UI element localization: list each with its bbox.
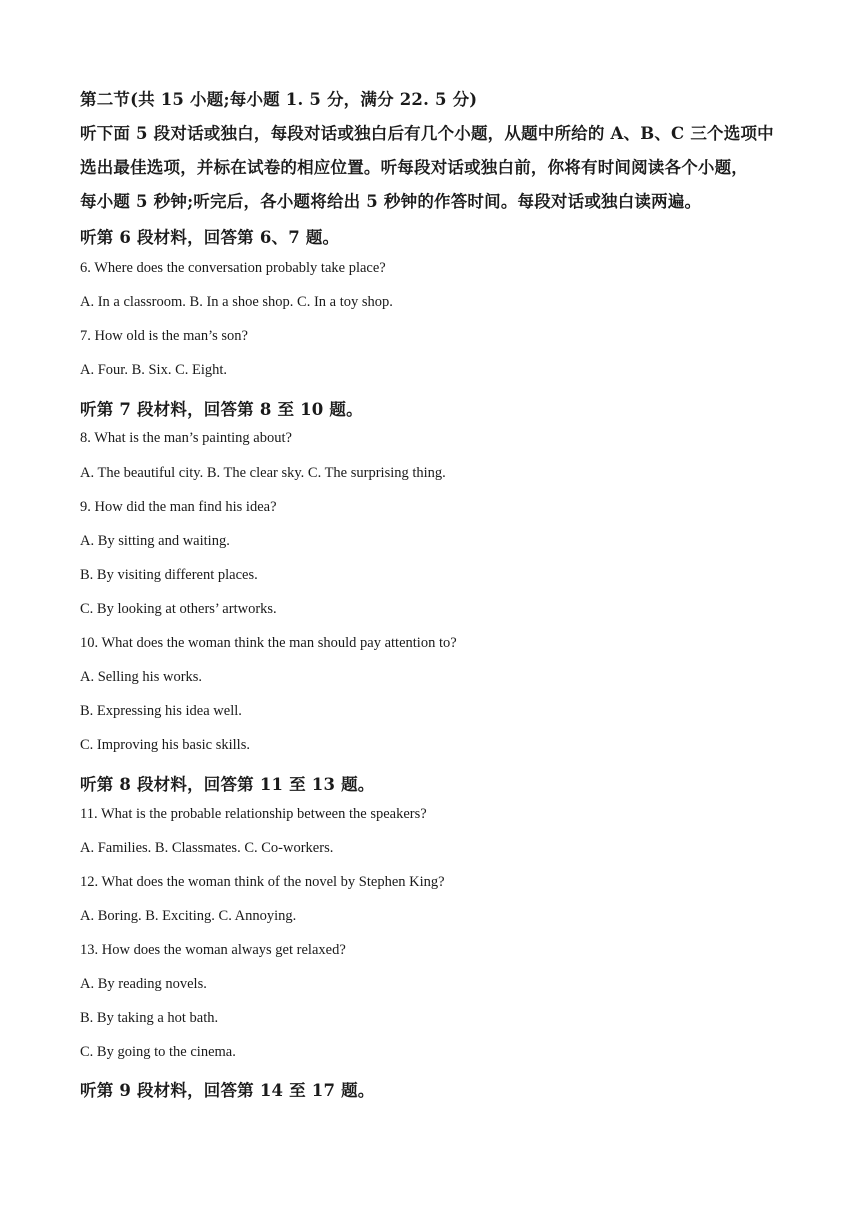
answer-option: A. By sitting and waiting. [80, 533, 230, 549]
answer-option: C. Improving his basic skills. [80, 737, 250, 753]
question: 9. How did the man find his idea? [80, 499, 277, 515]
question: 8. What is the man’s painting about? [80, 430, 292, 446]
passage-heading: 听第 8 段材料，回答第 11 至 13 题。 [80, 775, 375, 794]
passage-heading: 听第 7 段材料，回答第 8 至 10 题。 [80, 400, 363, 419]
answer-option: A. Selling his works. [80, 669, 203, 685]
question: 7. How old is the man’s son? [80, 328, 248, 344]
answer-option: B. By taking a hot bath. [80, 1010, 219, 1026]
passage-heading: 听第 9 段材料，回答第 14 至 17 题。 [80, 1081, 375, 1100]
question: 6. Where does the conversation probably take place? [80, 260, 386, 276]
answer-options: A. Boring. B. Exciting. C. Annoying. [80, 908, 297, 924]
answer-options: A. Families. B. Classmates. C. Co-workers. [80, 840, 334, 856]
question: 11. What is the probable relationship between the speakers? [80, 806, 427, 822]
answer-options: A. Four. B. Six. C. Eight. [80, 362, 228, 378]
answer-option: C. By going to the cinema. [80, 1044, 236, 1060]
passage-heading: 听第 6 段材料，回答第 6、7 题。 [80, 228, 340, 247]
answer-option: B. By visiting different places. [80, 567, 258, 583]
answer-options: A. In a classroom. B. In a shoe shop. C. In a toy shop. [80, 294, 393, 310]
answer-options: A. The beautiful city. B. The clear sky. C. The surprising thing. [80, 465, 446, 481]
question: 10. What does the woman think the man should pay attention to? [80, 635, 457, 651]
instruction-line: 选出最佳选项，并标在试卷的相应位置。听每段对话或独白前，你将有时间阅读各个小题， [80, 158, 748, 177]
instruction-line: 每小题 5 秒钟;听完后，各小题将给出 5 秒钟的作答时间。每段对话或独白读两遍。 [80, 192, 702, 211]
question: 13. How does the woman always get relaxed? [80, 942, 346, 958]
section-heading: 第二节(共 15 小题;每小题 1. 5 分，满分 22. 5 分) [80, 90, 478, 109]
answer-option: B. Expressing his idea well. [80, 703, 242, 719]
question: 12. What does the woman think of the novel by Stephen King? [80, 874, 445, 890]
answer-option: C. By looking at others’ artworks. [80, 601, 277, 617]
instruction-line: 听下面 5 段对话或独白，每段对话或独白后有几个小题，从题中所给的 A、B、C 三个选项中 [80, 124, 774, 143]
answer-option: A. By reading novels. [80, 976, 207, 992]
